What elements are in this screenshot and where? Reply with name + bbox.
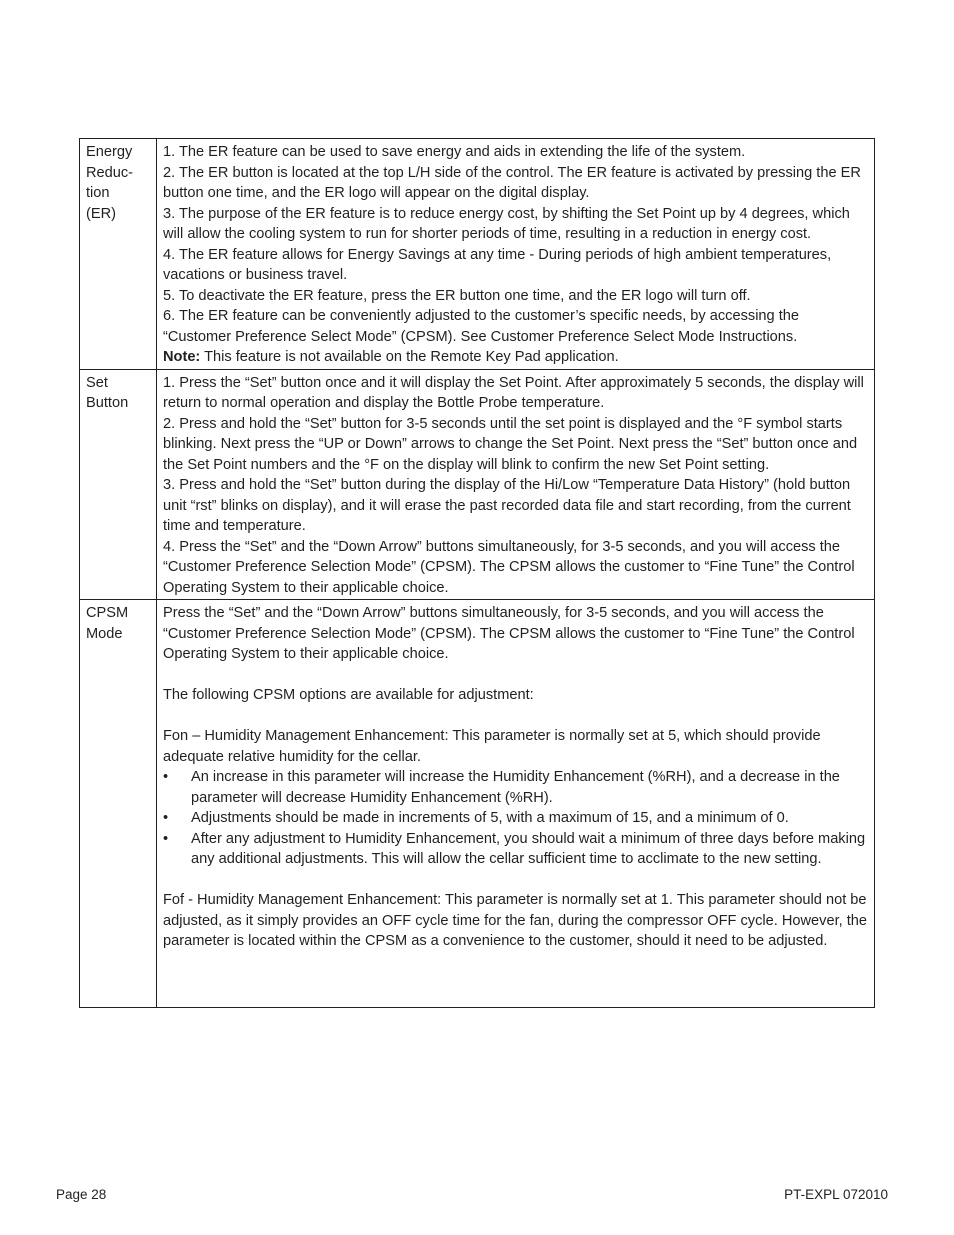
er-line-5: 5. To deactivate the ER feature, press the ER button one time, and the ER logo will turn off. bbox=[163, 287, 751, 304]
table-row-cpsm-mode bbox=[80, 600, 875, 1008]
bullet-icon: • bbox=[163, 810, 169, 826]
er-line-6: 6. The ER feature can be conveniently adjusted to the customer’s specific needs, by accessing the “Customer Preference Select Mode” (CPSM). See Customer Preference Select Mode Instructions. bbox=[163, 308, 800, 345]
row-label-cpsm-mode: CPSM Mode bbox=[80, 600, 157, 1008]
row-label-set-button: Set Button bbox=[80, 369, 157, 600]
set-line-3: 3. Press and hold the “Set” button during the display of the Hi/Low “Temperature Data History” (hold button unit “rst” blinks on display), and it will erase the past recorded data file and start recording, from the current time and temperature. bbox=[163, 477, 851, 534]
row-body-energy-reduction bbox=[157, 139, 875, 370]
table-row-energy-reduction bbox=[80, 139, 875, 370]
cpsm-fof-text: Fof - Humidity Management Enhancement: This parameter is normally set at 1. This parameter should not be adjusted, as it simply provides an OFF cycle time for the fan, during the compressor OFF cycle. However, the parameter is located within the CPSM as a convenience to the customer, should it need to be adjusted. bbox=[163, 892, 868, 949]
list-item: • Adjustments should be made in increments of 5, with a maximum of 15, and a minimum of 0. bbox=[163, 808, 868, 829]
document-code: PT-EXPL 072010 bbox=[784, 1187, 888, 1202]
er-line-1: 1. The ER feature can be used to save energy and aids in extending the life of the system. bbox=[163, 144, 746, 160]
note-label: Note: bbox=[163, 349, 201, 365]
set-line-2: 2. Press and hold the “Set” button for 3-5 seconds until the set point is displayed and the °F symbol starts blinking. Next press the “UP or Down” arrows to change the Set Point. Next press the “Set” button once and the Set Point numbers and the °F on the display will blink to confirm the new Set Point setting. bbox=[163, 415, 858, 473]
set-line-4: 4. Press the “Set” and the “Down Arrow” buttons simultaneously, for 3-5 seconds, and you will access the “Customer Preference Selection Mode” (CPSM). The CPSM allows the customer to “Fine Tune” the Control Operating System to their applicable choice. bbox=[163, 538, 855, 596]
cpsm-options-heading: The following CPSM options are available for adjustment: bbox=[163, 687, 534, 703]
row-body-set-button bbox=[157, 369, 875, 600]
instructions-table bbox=[79, 138, 875, 1008]
row-label-energy-reduction: Energy Reduc- tion (ER) bbox=[80, 139, 157, 370]
page-number: Page 28 bbox=[56, 1187, 107, 1202]
table-row-set-button bbox=[80, 369, 875, 600]
er-note bbox=[163, 347, 868, 368]
row-body-cpsm-mode bbox=[157, 600, 875, 1008]
bullet-icon: • bbox=[163, 830, 169, 847]
er-line-4: 4. The ER feature allows for Energy Savings at any time - During periods of high ambient temperatures, vacations or business travel. bbox=[163, 246, 832, 283]
cpsm-intro: Press the “Set” and the “Down Arrow” buttons simultaneously, for 3-5 seconds, and you will access the “Customer Preference Selection Mode” (CPSM). The CPSM allows the customer to “Fine Tune” the Control Operating System to their applicable choice. bbox=[163, 605, 855, 662]
list-item: • After any adjustment to Humidity Enhancement, you should wait a minimum of three days before making any additional adjustments. This will allow the cellar sufficient time to acclimate to the new setting. bbox=[163, 830, 866, 867]
set-line-1: 1. Press the “Set” button once and it will display the Set Point. After approximately 5 seconds, the display will return to normal operation and display the Bottle Probe temperature. bbox=[163, 374, 864, 411]
bullet-icon: • bbox=[163, 769, 169, 785]
er-line-2: 2. The ER button is located at the top L/H side of the control. The ER feature is activated by pressing the ER button one time, and the ER logo will appear on the digital display. bbox=[163, 164, 861, 201]
er-line-3: 3. The purpose of the ER feature is to reduce energy cost, by shifting the Set Point up by 4 degrees, which will allow the cooling system to run for shorter periods of time, resulting in a reduction in energy cost. bbox=[163, 205, 850, 242]
note-text: This feature is not available on the Remote Key Pad application. bbox=[200, 349, 619, 365]
list-item: • An increase in this parameter will increase the Humidity Enhancement (%RH), and a decrease in the parameter will decrease Humidity Enhancement (%RH). bbox=[163, 769, 840, 806]
cpsm-fon-bullets bbox=[163, 767, 868, 870]
cpsm-fon-text: Fon – Humidity Management Enhancement: This parameter is normally set at 5, which should provide adequate relative humidity for the cellar. bbox=[163, 728, 821, 765]
